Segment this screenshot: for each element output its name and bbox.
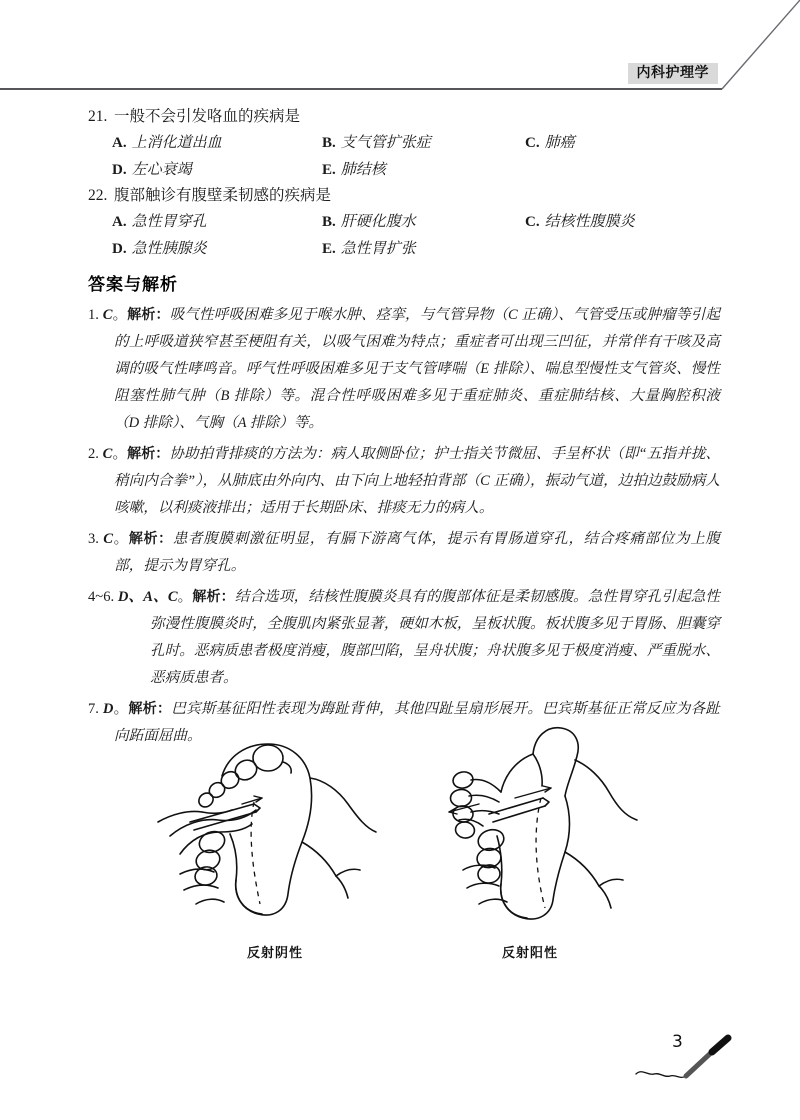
analysis-colon: ： (220, 589, 235, 605)
analysis-label: 解析 (127, 307, 156, 323)
question-text: 一般不会引发咯血的疾病是 (114, 108, 301, 125)
answers-block (88, 302, 720, 754)
answer-item-4-6 (88, 584, 720, 692)
analysis-text: 吸气性呼吸困难多见于喉水肿、痉挛，与气管异物（C 正确）、气管受压或肿瘤等引起的上呼吸道狭窄甚至梗阻有关，以吸气困难为特点；重症者可出现三凹征，并常伴有干咳及高调的吸气性哮鸣音。呼气性呼吸困难多见于支气管哮喘（E 排除）、喘息型慢性支气管炎、慢性阻塞性肺气肿（B 排除）等。混合性呼吸困难多见于重症肺炎、重症肺结核、大量胸腔积液（D 排除）、气胸（A 排除）等。 (114, 307, 720, 431)
analysis-label: 解析 (128, 701, 157, 717)
answer-key: C (103, 531, 113, 547)
option-b[interactable] (322, 130, 431, 156)
option-key: D. (112, 241, 127, 257)
figure-caption: 反射阴性 (246, 946, 303, 961)
analysis-text: 协助拍背排痰的方法为：病人取侧卧位；护士指关节微屈、手呈杯状（即“五指并拢、稍向内合拳”），从肺底由外向内、由下向上地轻拍背部（C 正确），振动气道，边拍边鼓励病人咳嗽，以利痰液排出；适用于长期卧床、排痰无力的病人。 (114, 446, 720, 516)
option-text: 上消化道出血 (131, 135, 222, 151)
option-key: E. (322, 241, 336, 257)
questions-block (88, 104, 718, 262)
option-key: B. (322, 214, 336, 230)
question-number: 21. (88, 108, 108, 125)
answer-number: 7. (88, 701, 99, 717)
answer-number: 3. (88, 531, 99, 547)
option-key: D. (112, 162, 127, 178)
question-options (88, 209, 718, 261)
page-number: 3 (672, 1032, 683, 1052)
analysis-label: 解析 (127, 446, 156, 462)
option-key: A. (112, 214, 127, 230)
figure-caption: 反射阳性 (501, 946, 558, 961)
question-stem (88, 104, 718, 130)
page-footer (630, 1030, 790, 1100)
answer-item-2 (88, 441, 720, 522)
option-d[interactable] (112, 157, 192, 183)
answer-mark: 。 (112, 307, 128, 323)
option-e[interactable] (322, 157, 386, 183)
question-options (88, 130, 718, 182)
answer-number: 1. (88, 307, 99, 323)
option-text: 急性胃扩张 (340, 241, 416, 257)
option-c[interactable] (525, 130, 575, 156)
option-text: 肺癌 (544, 135, 575, 151)
analysis-label: 解析 (192, 589, 221, 605)
foot-babinski-negative-illustration (150, 718, 400, 933)
answer-mark: 。 (177, 589, 193, 605)
question-text: 腹部触诊有腹壁柔韧感的疾病是 (114, 187, 332, 204)
option-text: 结核性腹膜炎 (544, 214, 635, 230)
figure-reflex-positive (405, 718, 655, 961)
section-heading-answers: 答案与解析 (88, 275, 178, 295)
foot-babinski-positive-illustration (405, 718, 655, 933)
option-d[interactable] (112, 236, 207, 262)
running-title: 内科护理学 (628, 63, 719, 84)
analysis-colon: ： (155, 307, 170, 323)
figures-block (0, 718, 800, 988)
answer-number: 4~6. (88, 589, 115, 605)
answer-key: D (102, 701, 114, 717)
analysis-text: 患者腹膜刺激征明显，有膈下游离气体，提示有胃肠道穿孔，结合疼痛部位为上腹部，提示为胃穿孔。 (114, 531, 721, 574)
option-key: C. (525, 135, 540, 151)
analysis-label: 解析 (128, 531, 159, 547)
answer-mark: 。 (113, 701, 129, 717)
option-key: B. (322, 135, 336, 151)
option-a[interactable] (112, 130, 222, 156)
option-text: 肺结核 (340, 162, 386, 178)
answer-item-3 (88, 526, 720, 580)
header-rule (0, 88, 722, 90)
answer-item-1 (88, 302, 720, 437)
page-header (0, 0, 800, 92)
answer-key: C (102, 307, 113, 323)
option-text: 肝硬化腹水 (340, 214, 416, 230)
answer-key: C (102, 446, 113, 462)
analysis-colon: ： (155, 446, 170, 462)
question-21 (88, 104, 718, 182)
question-number: 22. (88, 187, 108, 204)
question-22 (88, 183, 718, 261)
option-key: E. (322, 162, 336, 178)
analysis-text: 结合选项，结核性腹膜炎具有的腹部体征是柔韧感腹。急性胃穿孔引起急性弥漫性腹膜炎时，全腹肌肉紧张显著，硬如木板，呈板状腹。板状腹多见于胃肠、胆囊穿孔时。恶病质患者极度消瘦，腹部凹陷，呈舟状腹；舟状腹多见于极度消瘦、严重脱水、恶病质患者。 (150, 589, 720, 686)
pen-flourish-icon (630, 1030, 750, 1090)
option-e[interactable] (322, 236, 416, 262)
option-a[interactable] (112, 209, 207, 235)
analysis-colon: ： (158, 531, 173, 547)
option-key: A. (112, 135, 127, 151)
answer-number: 2. (88, 446, 99, 462)
option-text: 左心衰竭 (131, 162, 192, 178)
answer-key: D、A、C (117, 589, 178, 605)
option-c[interactable] (525, 209, 635, 235)
figure-reflex-negative (150, 718, 400, 961)
option-text: 支气管扩张症 (340, 135, 431, 151)
analysis-colon: ： (157, 701, 172, 717)
answer-mark: 。 (112, 446, 128, 462)
option-text: 急性胰腺炎 (131, 241, 207, 257)
option-key: C. (525, 214, 540, 230)
question-stem (88, 183, 718, 209)
option-b[interactable] (322, 209, 416, 235)
analysis-text: 巴宾斯基征阳性表现为踇趾背伸，其他四趾呈扇形展开。巴宾斯基征正常反应为各趾向跖面屈曲。 (114, 701, 721, 744)
answer-mark: 。 (112, 531, 129, 547)
option-text: 急性胃穿孔 (131, 214, 207, 230)
